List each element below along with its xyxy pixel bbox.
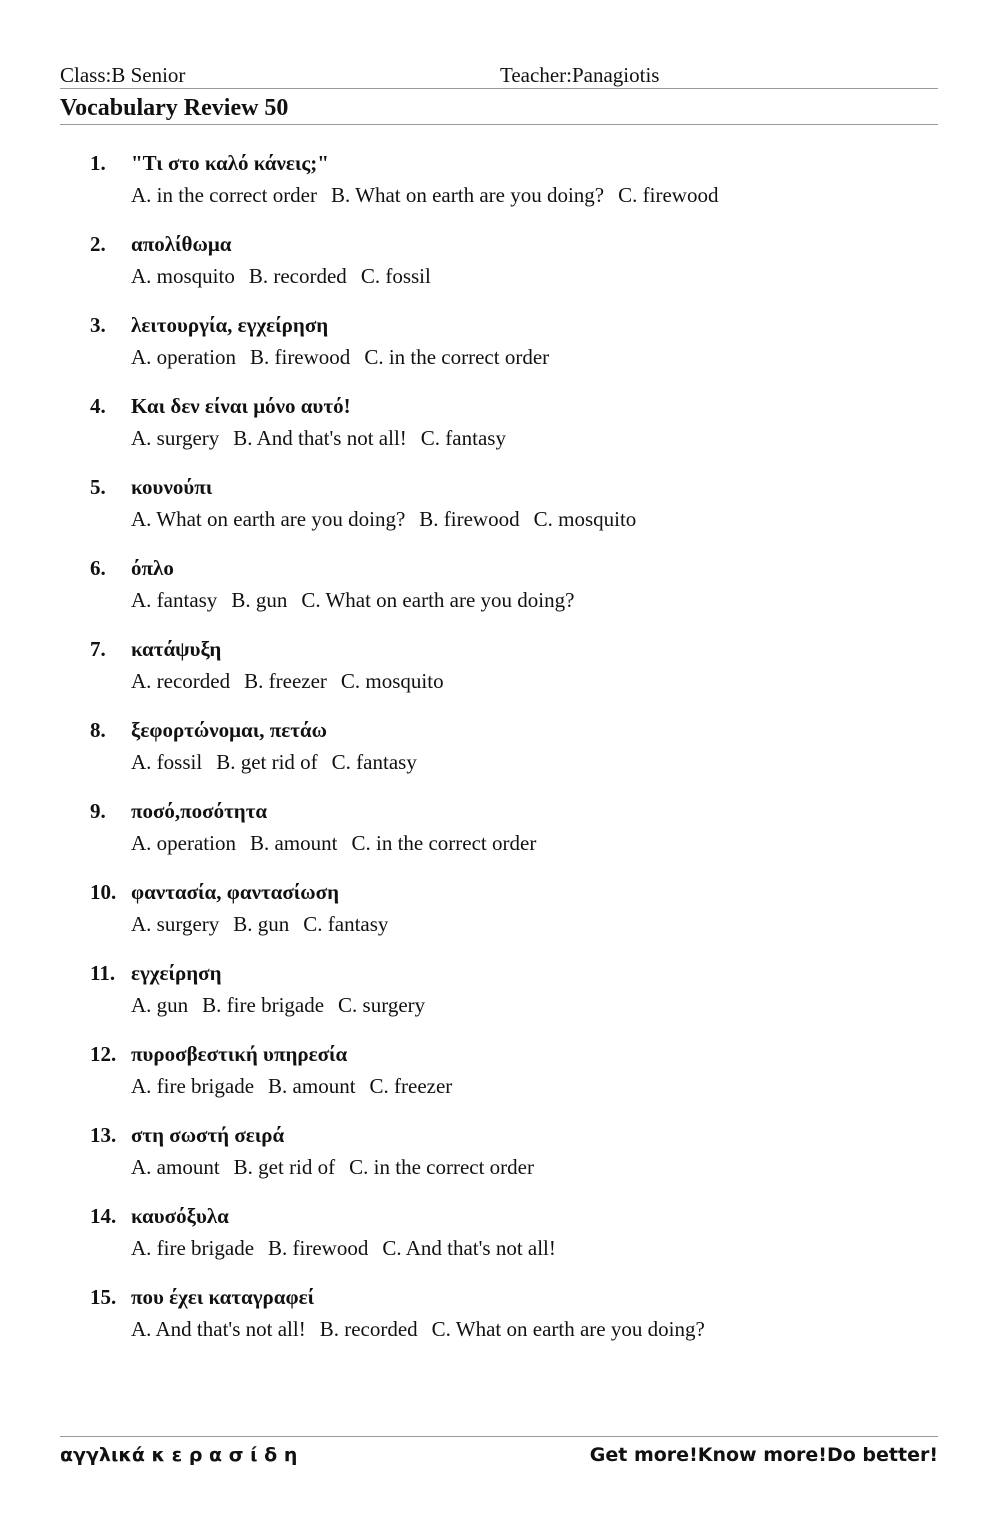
answer-option[interactable]: C. in the correct order xyxy=(351,831,537,855)
answer-option[interactable]: C. fantasy xyxy=(331,750,417,774)
question-number: 12. xyxy=(90,1042,117,1066)
question-number: 11. xyxy=(90,961,116,985)
question-prompt: εγχείρηση xyxy=(131,961,222,985)
answer-option[interactable]: B. gun xyxy=(233,912,290,936)
answer-options xyxy=(131,989,439,1021)
question-item xyxy=(0,633,1000,714)
question-item xyxy=(0,714,1000,795)
answer-option[interactable]: C. freezer xyxy=(369,1074,453,1098)
answer-option[interactable]: B. firewood xyxy=(419,507,520,531)
answer-options xyxy=(131,584,588,616)
answer-option[interactable]: A. amount xyxy=(131,1155,220,1179)
page-footer xyxy=(60,1436,938,1473)
answer-option[interactable]: C. firewood xyxy=(618,183,719,207)
question-prompt: Και δεν είναι μόνο αυτό! xyxy=(131,394,351,418)
question-item xyxy=(0,795,1000,876)
question-list xyxy=(0,147,1000,1362)
question-number: 6. xyxy=(90,556,106,580)
page-title: Vocabulary Review 50 xyxy=(60,92,938,125)
answer-option[interactable]: C. What on earth are you doing? xyxy=(301,588,575,612)
question-prompt: "Τι στο καλό κάνεις;" xyxy=(131,151,329,175)
question-prompt: ποσό,ποσότητα xyxy=(131,799,268,823)
answer-option[interactable]: A. recorded xyxy=(131,669,231,693)
answer-option[interactable]: A. operation xyxy=(131,345,236,369)
answer-option[interactable]: B. amount xyxy=(268,1074,356,1098)
answer-option[interactable]: A. And that's not all! xyxy=(131,1317,306,1341)
answer-option[interactable]: C. fossil xyxy=(360,264,431,288)
answer-options xyxy=(131,341,563,373)
answer-option[interactable]: A. gun xyxy=(131,993,189,1017)
answer-option[interactable]: B. recorded xyxy=(319,1317,418,1341)
answer-option[interactable]: A. in the correct order xyxy=(131,183,317,207)
question-item xyxy=(0,147,1000,228)
answer-option[interactable]: C. in the correct order xyxy=(364,345,550,369)
answer-options xyxy=(131,179,732,211)
question-item xyxy=(0,1200,1000,1281)
question-item xyxy=(0,228,1000,309)
answer-option[interactable]: B. recorded xyxy=(248,264,347,288)
answer-options xyxy=(131,827,550,859)
question-item xyxy=(0,552,1000,633)
question-number: 3. xyxy=(90,313,106,337)
question-prompt: φαντασία, φαντασίωση xyxy=(131,880,340,904)
answer-option[interactable]: C. And that's not all! xyxy=(382,1236,556,1260)
answer-option[interactable]: C. surgery xyxy=(338,993,426,1017)
question-number: 2. xyxy=(90,232,106,256)
question-prompt: καυσόξυλα xyxy=(131,1204,229,1228)
question-number: 15. xyxy=(90,1285,117,1309)
teacher-label: Teacher:Panagiotis xyxy=(500,63,660,87)
answer-option[interactable]: C. fantasy xyxy=(420,426,506,450)
worksheet-header xyxy=(60,62,938,89)
answer-options xyxy=(131,908,402,940)
answer-option[interactable]: B. freezer xyxy=(244,669,327,693)
question-prompt: ξεφορτώνομαι, πετάω xyxy=(131,718,327,742)
question-item xyxy=(0,309,1000,390)
question-prompt: λειτουργία, εγχείρηση xyxy=(131,313,329,337)
question-prompt: στη σωστή σειρά xyxy=(131,1123,285,1147)
question-number: 7. xyxy=(90,637,106,661)
question-prompt: που έχει καταγραφεί xyxy=(131,1285,315,1309)
question-number: 14. xyxy=(90,1204,117,1228)
footer-slogan: Get more!Know more!Do better! xyxy=(589,1444,938,1466)
answer-option[interactable]: B. get rid of xyxy=(233,1155,336,1179)
answer-options xyxy=(131,746,431,778)
answer-option[interactable]: B. get rid of xyxy=(216,750,318,774)
class-label: Class:B Senior xyxy=(60,63,186,87)
answer-options xyxy=(131,1151,548,1183)
question-number: 1. xyxy=(90,151,106,175)
answer-option[interactable]: B. firewood xyxy=(268,1236,369,1260)
footer-brand: αγγλικά κ ε ρ α σ ί δ η xyxy=(60,1444,298,1466)
answer-option[interactable]: A. fire brigade xyxy=(131,1074,255,1098)
question-item xyxy=(0,957,1000,1038)
question-item xyxy=(0,471,1000,552)
question-number: 8. xyxy=(90,718,106,742)
answer-option[interactable]: A. fossil xyxy=(131,750,203,774)
question-number: 5. xyxy=(90,475,106,499)
answer-option[interactable]: C. mosquito xyxy=(533,507,637,531)
answer-option[interactable]: B. firewood xyxy=(249,345,351,369)
answer-option[interactable]: C. fantasy xyxy=(303,912,389,936)
question-prompt: κατάψυξη xyxy=(131,637,222,661)
answer-option[interactable]: B. What on earth are you doing? xyxy=(331,183,605,207)
question-number: 9. xyxy=(90,799,106,823)
answer-options xyxy=(131,1070,466,1102)
answer-option[interactable]: C. What on earth are you doing? xyxy=(431,1317,705,1341)
question-item xyxy=(0,1281,1000,1362)
question-number: 13. xyxy=(90,1123,117,1147)
answer-option[interactable]: A. surgery xyxy=(131,912,220,936)
answer-option[interactable]: A. fire brigade xyxy=(131,1236,255,1260)
answer-option[interactable]: A. mosquito xyxy=(131,264,235,288)
answer-options xyxy=(131,665,458,697)
answer-option[interactable]: A. surgery xyxy=(131,426,220,450)
answer-option[interactable]: B. fire brigade xyxy=(202,993,325,1017)
question-item xyxy=(0,390,1000,471)
question-item xyxy=(0,1038,1000,1119)
question-item xyxy=(0,876,1000,957)
question-item xyxy=(0,1119,1000,1200)
question-number: 4. xyxy=(90,394,106,418)
answer-option[interactable]: B. gun xyxy=(231,588,288,612)
answer-options xyxy=(131,1313,719,1345)
answer-option[interactable]: A. What on earth are you doing? xyxy=(131,507,406,531)
answer-option[interactable]: A. fantasy xyxy=(131,588,218,612)
question-number: 10. xyxy=(90,880,117,904)
answer-option[interactable]: B. amount xyxy=(249,831,338,855)
answer-options xyxy=(131,422,520,454)
answer-options xyxy=(131,503,650,535)
answer-option[interactable]: C. mosquito xyxy=(340,669,444,693)
answer-option[interactable]: B. And that's not all! xyxy=(233,426,407,450)
question-prompt: πυροσβεστική υπηρεσία xyxy=(131,1042,348,1066)
answer-options xyxy=(131,1232,570,1264)
answer-options xyxy=(131,260,445,292)
question-prompt: απολίθωμα xyxy=(131,232,232,256)
question-prompt: όπλο xyxy=(131,556,174,580)
answer-option[interactable]: C. in the correct order xyxy=(349,1155,534,1179)
question-prompt: κουνούπι xyxy=(131,475,213,499)
answer-option[interactable]: A. operation xyxy=(131,831,236,855)
